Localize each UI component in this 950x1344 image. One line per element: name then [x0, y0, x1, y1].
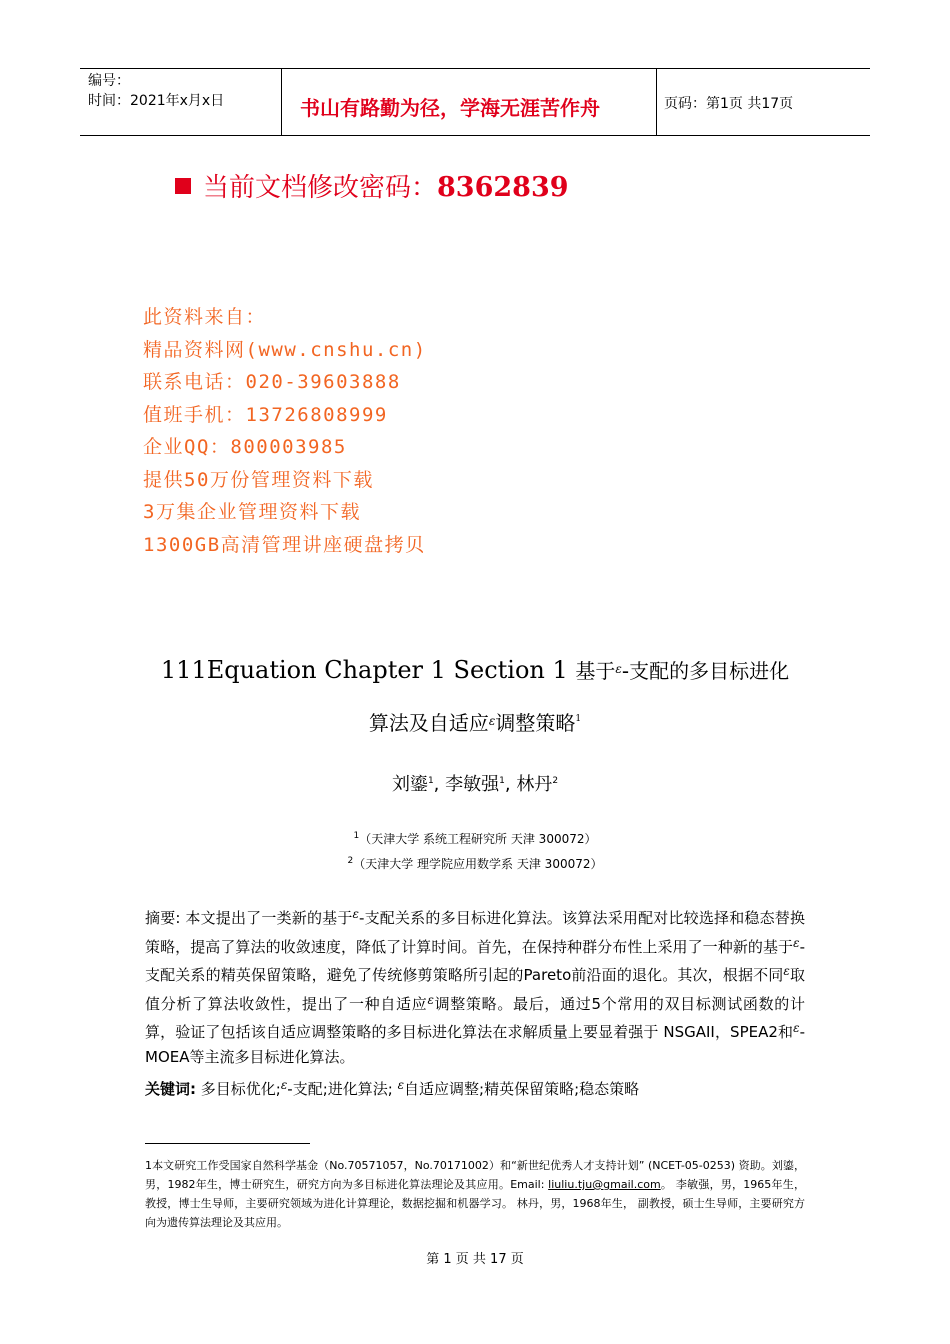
epsilon-symbol: ε — [793, 1021, 800, 1036]
source-line: 1300GB高清管理讲座硬盘拷贝 — [143, 533, 426, 556]
bullet-square-icon — [175, 178, 191, 194]
title-prefix: 111Equation Chapter 1 Section 1 — [160, 656, 576, 684]
page-footer: 第 1 页 共 17 页 — [426, 1252, 524, 1267]
footnote-text: 。 李敏强，男，1965年生，教授，博士生导师，主要研究领域为进化计算理论，数据挖掘和机器学习。 林丹，男，1968年生， 副教授，硕士生导师，主要研究方向为遗传算法理论及其应用。 — [145, 1178, 805, 1229]
source-line: 此资料来自： — [143, 306, 267, 328]
password-notice — [175, 167, 569, 204]
title-part1: 基于 — [575, 659, 616, 683]
footnote — [145, 1156, 805, 1232]
author-aff: 2 — [552, 776, 559, 786]
doc-number-label: 编号： — [88, 73, 130, 89]
source-info-block — [143, 301, 427, 561]
doc-time: 时间：2021年x月x日 — [88, 93, 225, 109]
password-code: 8362839 — [437, 172, 569, 203]
epsilon-symbol: ε — [793, 935, 800, 950]
epsilon-symbol: ε — [615, 662, 622, 676]
author-name: 刘鎏 — [391, 774, 428, 795]
author-name: 林丹 — [516, 774, 553, 795]
source-line: 提供50万份管理资料下载 — [143, 468, 374, 491]
keywords-label: 关键词: — [145, 1080, 196, 1098]
author-list: 刘鎏$^1$, 李敏强$^1$, 林丹$^2$ — [391, 774, 559, 795]
epsilon-symbol: ε — [397, 1078, 405, 1092]
footnote-text: 1本文研究工作受国家自然科学基金（No.70571057，No.70171002）和“新世纪优秀人才支持计划” (NCET-05-0253) 资助。刘鎏，男，1982年生，博士研究生，研究方向为多目标进化算法理论及其应用。Email: — [145, 1159, 805, 1191]
affiliation-2 — [0, 855, 950, 872]
source-line: 值班手机：13726808999 — [143, 403, 388, 426]
header-divider-right — [656, 68, 657, 136]
abstract-text: 调整策略。最后，通过5个常用的双目标测试函数的计算，验证了包括该自适应调整策略的多目标进化算法在求解质量上要显着强于 NSGAII，SPEA2和 — [145, 994, 805, 1042]
affiliation-mark: 2 — [347, 856, 354, 866]
abstract-text: 取值分析了算法收敛性，提出了一种自适应 — [145, 966, 805, 1013]
password-label: 当前文档修改密码： — [203, 173, 438, 203]
header-page-info: 页码：第1页 共17页 — [664, 96, 794, 112]
source-line: 企业QQ：800003985 — [143, 436, 347, 458]
keywords-text: 多目标优化; — [196, 1080, 281, 1098]
epsilon-symbol: ε — [352, 907, 359, 921]
source-line: 3万集企业管理资料下载 — [143, 501, 361, 523]
header-bottom-rule — [80, 135, 870, 136]
affiliation-text: （天津大学 系统工程研究所 天津 300072） — [359, 832, 597, 846]
source-line: 联系电话：020-39603888 — [143, 371, 401, 393]
affiliation-mark: 1 — [353, 831, 360, 841]
paper-title-line1 — [0, 655, 950, 684]
title-footnote-mark: 1 — [575, 714, 582, 724]
abstract-label: 摘要: — [145, 909, 181, 927]
keywords — [145, 1078, 805, 1099]
epsilon-symbol: ε — [783, 964, 790, 979]
title-line2-b: 调整策略 — [495, 711, 576, 735]
footnote-separator — [145, 1143, 310, 1144]
abstract-text: 本文提出了一类新的基于 — [180, 909, 353, 927]
title-line2-a: 算法及自适应 — [368, 711, 489, 735]
abstract — [145, 902, 805, 1070]
author-aff: 1 — [427, 776, 434, 786]
affiliation-1 — [0, 830, 950, 847]
keywords-text: -支配;进化算法; — [287, 1080, 398, 1098]
epsilon-symbol: ε — [280, 1078, 288, 1092]
header-divider-left — [281, 68, 282, 136]
keywords-text: 自适应调整;精英保留策略;稳态策略 — [404, 1080, 640, 1098]
author-aff: 1 — [499, 776, 505, 786]
abstract-text: -支配关系的精英保留策略，避免了传统修剪策略所引起的Pareto前沿面的退化。其次，根据不同 — [145, 937, 805, 985]
source-line: 精品资料网(www.cnshu.cn) — [143, 338, 427, 361]
epsilon-symbol: ε — [488, 714, 496, 728]
footnote-email-link[interactable]: liuliu.tju@gmail.com — [548, 1178, 661, 1191]
abstract-text: -支配关系的多目标进化算法。该算法采用配对比较选择和稳态替换策略，提高了算法的收敛速度，降低了计算时间。首先，在保持种群分布性上采用了一种新的基于 — [145, 909, 806, 956]
affiliation-text: （天津大学 理学院应用数学系 天津 300072） — [353, 857, 603, 871]
author-name: 李敏强 — [445, 774, 500, 795]
epsilon-symbol: ε — [427, 992, 434, 1007]
header-motto: 书山有路勤为径，学海无涯苦作舟 — [300, 96, 600, 120]
paper-title-line2 — [0, 707, 950, 736]
header-top-rule — [80, 68, 870, 69]
abstract-text: -MOEA等主流多目标进化算法。 — [145, 1023, 805, 1066]
title-part2: -支配的多目标进化 — [621, 659, 790, 683]
